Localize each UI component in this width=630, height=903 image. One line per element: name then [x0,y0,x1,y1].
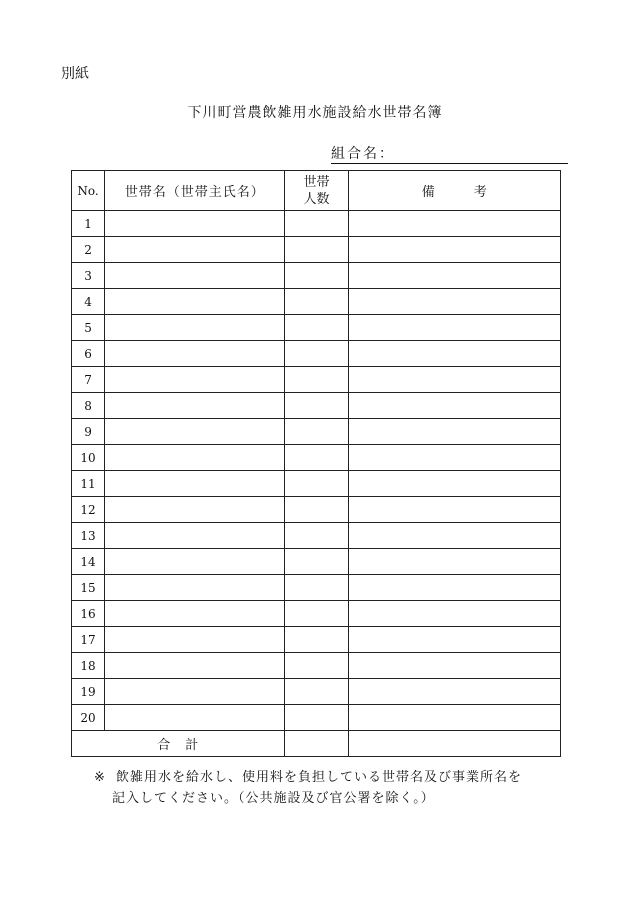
household-count-cell[interactable] [285,445,348,471]
reference-mark: ※ [94,770,106,785]
household-count-cell[interactable] [285,341,348,367]
union-name-label: 組合名： [331,146,395,162]
remarks-cell[interactable] [348,549,560,575]
total-count-cell[interactable] [285,731,348,757]
row-number: 14 [72,549,105,575]
remarks-cell[interactable] [348,497,560,523]
household-count-cell[interactable] [285,367,348,393]
household-count-cell[interactable] [285,705,348,731]
household-name-cell[interactable] [105,523,285,549]
footnote-line2: 記入してください。（公共施設及び官公署を除く。） [112,791,435,806]
household-name-cell[interactable] [105,289,285,315]
remarks-cell[interactable] [348,653,560,679]
footnote-line1 [94,767,522,788]
row-number: 19 [72,679,105,705]
household-name-cell[interactable] [105,211,285,237]
page-title: 下川町営農飲雑用水施設給水世帯名簿 [187,105,443,121]
table-row [72,497,561,523]
household-name-cell[interactable] [105,315,285,341]
footnote-text1: 飲雑用水を給水し、使用料を負担している世帯名及び事業所名を [116,770,523,785]
household-name-cell[interactable] [105,471,285,497]
remarks-cell[interactable] [348,419,560,445]
household-count-cell[interactable] [285,575,348,601]
household-count-cell[interactable] [285,263,348,289]
row-number: 20 [72,705,105,731]
row-number: 16 [72,601,105,627]
table-row [72,523,561,549]
row-number: 15 [72,575,105,601]
remarks-cell[interactable] [348,679,560,705]
household-name-cell[interactable] [105,653,285,679]
table-row [72,393,561,419]
household-count-cell[interactable] [285,211,348,237]
household-count-cell[interactable] [285,653,348,679]
row-number: 10 [72,445,105,471]
remarks-cell[interactable] [348,471,560,497]
remarks-cell[interactable] [348,627,560,653]
row-number: 3 [72,263,105,289]
table-row [72,627,561,653]
household-name-cell[interactable] [105,263,285,289]
household-name-cell[interactable] [105,419,285,445]
household-name-cell[interactable] [105,497,285,523]
table-row [72,315,561,341]
remarks-cell[interactable] [348,211,560,237]
table-row [72,653,561,679]
table-row [72,705,561,731]
household-count-cell[interactable] [285,497,348,523]
household-name-cell[interactable] [105,679,285,705]
attachment-label: 別紙 [61,66,89,82]
header-remarks: 備 考 [348,171,560,211]
household-count-cell[interactable] [285,679,348,705]
remarks-cell[interactable] [348,601,560,627]
household-name-cell[interactable] [105,445,285,471]
row-number: 13 [72,523,105,549]
table-row [72,419,561,445]
remarks-cell[interactable] [348,445,560,471]
table-row [72,471,561,497]
household-count-cell[interactable] [285,289,348,315]
row-number: 6 [72,341,105,367]
row-number: 9 [72,419,105,445]
remarks-cell[interactable] [348,237,560,263]
household-name-cell[interactable] [105,601,285,627]
header-count-line1: 世帯 [303,174,330,190]
remarks-cell[interactable] [348,523,560,549]
row-number: 17 [72,627,105,653]
header-household-count [285,171,348,211]
total-remarks-cell[interactable] [348,731,560,757]
remarks-cell[interactable] [348,315,560,341]
table-row [72,445,561,471]
remarks-cell[interactable] [348,575,560,601]
header-household-name: 世帯名（世帯主氏名） [105,171,285,211]
household-count-cell[interactable] [285,549,348,575]
table-row [72,237,561,263]
household-count-cell[interactable] [285,601,348,627]
row-number: 5 [72,315,105,341]
remarks-cell[interactable] [348,367,560,393]
household-count-cell[interactable] [285,237,348,263]
household-name-cell[interactable] [105,627,285,653]
table-row [72,263,561,289]
row-number: 7 [72,367,105,393]
table-row [72,211,561,237]
table-row [72,341,561,367]
household-count-cell[interactable] [285,393,348,419]
household-count-cell[interactable] [285,523,348,549]
table-row [72,549,561,575]
household-name-cell[interactable] [105,393,285,419]
row-number: 12 [72,497,105,523]
remarks-cell[interactable] [348,289,560,315]
total-row [72,731,561,757]
household-name-cell[interactable] [105,549,285,575]
table-row [72,575,561,601]
table-row [72,289,561,315]
household-name-cell[interactable] [105,367,285,393]
row-number: 18 [72,653,105,679]
household-name-cell[interactable] [105,341,285,367]
row-number: 2 [72,237,105,263]
footnote [94,767,522,809]
household-register-table [71,170,561,757]
remarks-cell[interactable] [348,263,560,289]
household-count-cell[interactable] [285,471,348,497]
household-name-cell[interactable] [105,705,285,731]
row-number: 8 [72,393,105,419]
header-no: No. [72,171,105,211]
table-row [72,601,561,627]
table-row [72,679,561,705]
household-count-cell[interactable] [285,315,348,341]
household-count-cell[interactable] [285,627,348,653]
union-name-field[interactable] [331,143,568,164]
remarks-cell[interactable] [348,705,560,731]
header-count-line2: 人数 [303,191,330,207]
row-number: 4 [72,289,105,315]
total-label: 合 計 [72,731,285,757]
household-count-cell[interactable] [285,419,348,445]
table-row [72,367,561,393]
household-name-cell[interactable] [105,575,285,601]
household-name-cell[interactable] [105,237,285,263]
row-number: 11 [72,471,105,497]
remarks-cell[interactable] [348,341,560,367]
row-number: 1 [72,211,105,237]
table-header-row [72,171,561,211]
remarks-cell[interactable] [348,393,560,419]
